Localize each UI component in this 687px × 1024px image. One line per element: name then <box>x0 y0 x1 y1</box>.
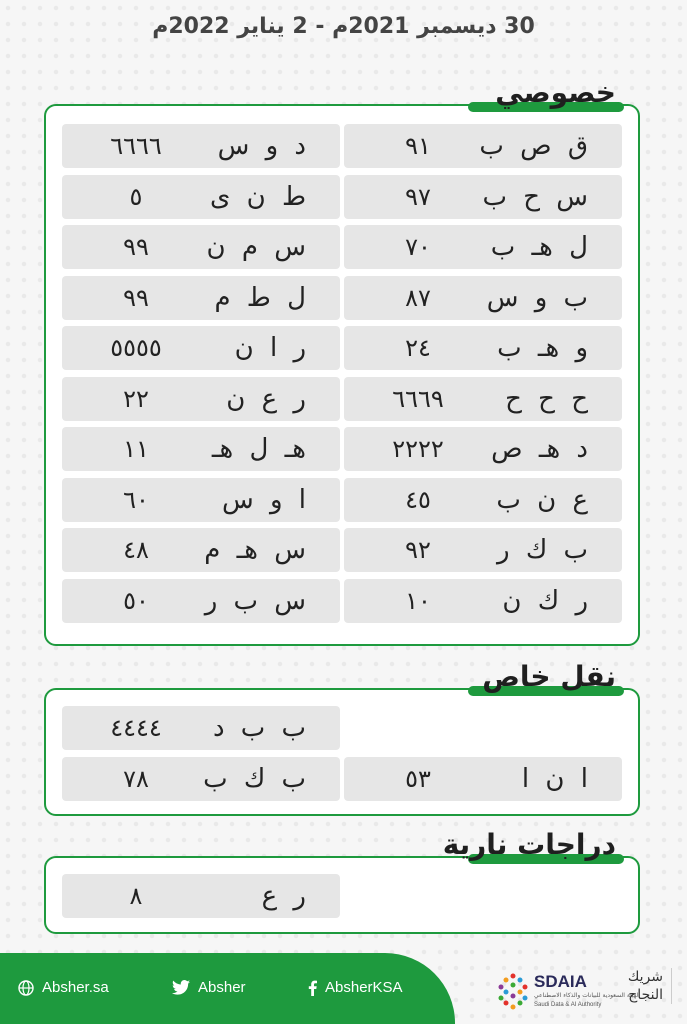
twitter-link[interactable] <box>172 979 246 996</box>
plates-grid <box>62 706 622 807</box>
plate-letters: ق ص ب <box>479 131 588 161</box>
plate-cell <box>344 225 622 269</box>
plate-row <box>62 225 622 269</box>
plate-letters: ر ك ن <box>502 585 588 616</box>
plate-row <box>62 706 622 750</box>
plate-number: ٥٣ <box>405 764 431 793</box>
facebook-link[interactable] <box>308 979 403 996</box>
plate-letters: س ب ر <box>204 585 306 616</box>
section-private <box>44 76 640 646</box>
plate-row <box>62 326 622 370</box>
plates-grid <box>62 124 622 629</box>
plate-letters: هـ ل هـ <box>211 434 306 464</box>
plate-letters: س هـ م <box>204 535 306 565</box>
section-title: نقل خاص <box>482 660 616 693</box>
plate-letters: ر ع <box>261 881 306 911</box>
plate-number: ٥٥٥٥ <box>110 334 162 362</box>
plate-letters: ب ب د <box>212 713 306 743</box>
plate-number: ٩٧ <box>405 182 431 211</box>
plate-cell <box>62 175 340 219</box>
section-title: دراجات نارية <box>442 828 616 861</box>
plate-letters: ب و س <box>486 282 588 313</box>
plate-number: ٥٠ <box>123 586 149 615</box>
twitter-icon <box>172 980 190 995</box>
plate-row <box>62 124 622 168</box>
plate-number: ٦٦٦٩ <box>392 384 444 413</box>
plate-number: ٤٨ <box>123 536 149 564</box>
plate-number: ٢٤ <box>405 334 431 362</box>
plate-number: ٦٦٦٦ <box>110 132 162 160</box>
plate-cell <box>344 276 622 320</box>
facebook-icon <box>308 980 317 996</box>
plate-cell <box>62 225 340 269</box>
plate-number: ٨ <box>129 882 143 910</box>
date-range: 30 ديسمبر 2021م - 2 يناير 2022م <box>152 14 535 39</box>
plate-row <box>62 579 622 623</box>
plate-cell <box>344 579 622 623</box>
plate-number: ٢٢ <box>123 384 149 413</box>
footer-bar <box>0 953 455 1024</box>
sdaia-logo-icon <box>496 972 530 1010</box>
plate-number: ٨٧ <box>405 283 431 312</box>
plate-letters: ا و س <box>221 484 306 515</box>
plate-number: ٦٠ <box>123 485 149 514</box>
plate-letters: ر ا ن <box>234 333 306 363</box>
plate-row <box>62 276 622 320</box>
section-title-wrap <box>468 660 624 696</box>
plate-number: ٢٢٢٢ <box>392 435 444 463</box>
plate-number: ٧٨ <box>123 764 149 793</box>
facebook-text: AbsherKSA <box>325 979 403 996</box>
success-partner-label <box>612 968 672 1004</box>
plate-number: ٤٤٤٤ <box>110 714 162 742</box>
plate-cell <box>62 528 340 572</box>
plate-row <box>62 874 622 918</box>
plate-number: ٩٩ <box>123 283 149 312</box>
plate-cell <box>62 124 340 168</box>
plate-letters: ل هـ ب <box>490 232 588 262</box>
plate-number: ١٠ <box>405 586 431 615</box>
plate-cell <box>344 528 622 572</box>
plates-grid <box>62 874 622 925</box>
plate-cell <box>62 706 340 750</box>
plate-number: ٧٠ <box>405 233 431 261</box>
section-title-wrap <box>468 76 624 112</box>
plate-letters: ا ن ا <box>521 763 588 794</box>
plate-cell <box>62 276 340 320</box>
plate-row <box>62 478 622 522</box>
partner-line-1: شريك <box>627 969 663 985</box>
plate-cell <box>62 874 340 918</box>
plate-number: ٩٢ <box>405 536 431 564</box>
plate-row <box>62 528 622 572</box>
section-title-wrap <box>442 828 624 864</box>
plate-cell <box>344 124 622 168</box>
plate-row <box>62 377 622 421</box>
plate-letters: ح ح ح <box>505 383 588 414</box>
plate-letters: س ح ب <box>482 181 588 212</box>
website-link[interactable] <box>18 979 109 996</box>
sdaia-english-name: Saudi Data & AI Authority <box>534 1002 602 1008</box>
plate-cell <box>344 757 622 801</box>
plate-number: ٤٥ <box>405 485 431 514</box>
plate-number: ١١ <box>123 435 149 463</box>
plate-letters: ط ن ى <box>209 181 306 212</box>
plate-letters: س م ن <box>206 232 306 262</box>
section-title: خصوصي <box>495 76 616 109</box>
plate-cell <box>62 757 340 801</box>
plate-row <box>62 757 622 801</box>
plate-letters: ب ك ب <box>203 763 306 794</box>
plate-row <box>62 175 622 219</box>
plate-cell <box>344 377 622 421</box>
sdaia-name: SDAIA <box>534 972 587 991</box>
partner-line-2: النجاح <box>628 987 663 1003</box>
plate-number: ٩١ <box>405 132 431 160</box>
plate-cell <box>62 427 340 471</box>
plate-letters: د و س <box>217 131 306 161</box>
section-private-transport <box>44 660 640 816</box>
section-motorcycles <box>44 828 640 934</box>
sdaia-logo <box>496 968 640 1014</box>
plate-letters: و هـ ب <box>497 333 588 363</box>
plate-cell <box>344 175 622 219</box>
plate-letters: ل ط م <box>214 282 306 313</box>
globe-icon <box>18 980 34 996</box>
plate-cell <box>344 326 622 370</box>
plate-letters: ب ك ر <box>497 535 588 565</box>
plate-cell <box>62 478 340 522</box>
sdaia-arabic-name: الهيئة السعودية للبيانات والذكاء الاصطناعي <box>534 992 640 999</box>
plate-number: ٥ <box>129 182 143 211</box>
website-text: Absher.sa <box>42 979 109 996</box>
twitter-text: Absher <box>198 979 246 996</box>
plate-cell <box>62 326 340 370</box>
plate-number: ٩٩ <box>123 233 149 261</box>
plate-cell <box>344 427 622 471</box>
plate-cell <box>62 579 340 623</box>
plate-row <box>62 427 622 471</box>
plate-cell <box>62 377 340 421</box>
plate-letters: ع ن ب <box>496 484 588 515</box>
plate-letters: ر ع ن <box>226 383 306 414</box>
plate-letters: د هـ ص <box>491 434 588 464</box>
plate-cell <box>344 478 622 522</box>
